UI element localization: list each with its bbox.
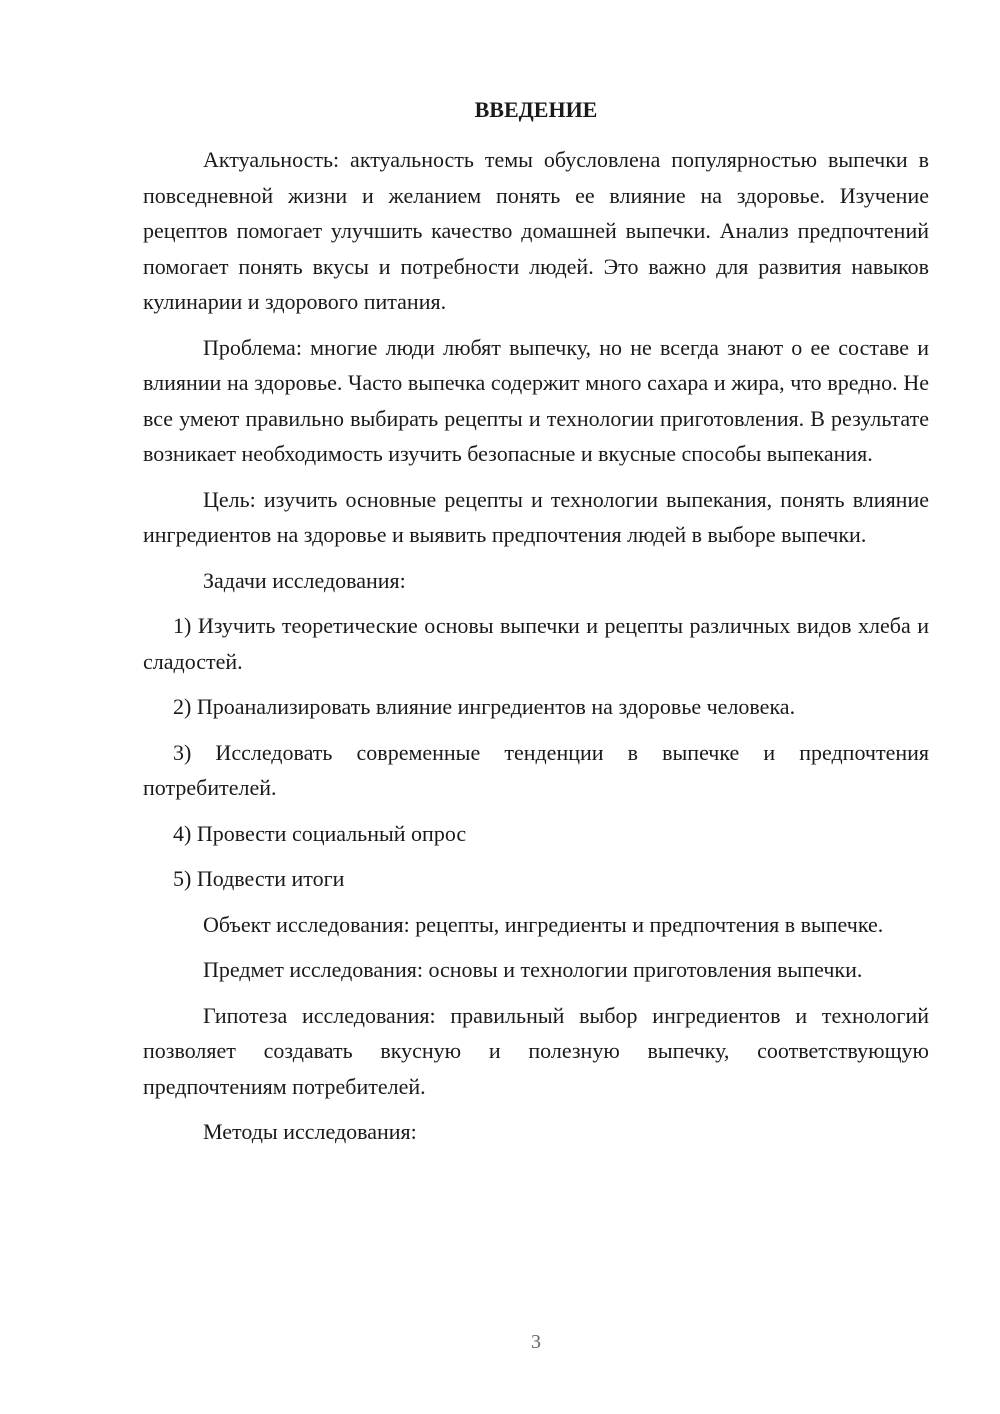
task-item-2: 2) Проанализировать влияние ингредиентов на здоровье человека. — [173, 694, 796, 719]
page-title: ВВЕДЕНИЕ — [474, 97, 598, 122]
problem-paragraph: Проблема: многие люди любят выпечку, но не всегда знают о ее составе и влиянии на здоровье. Часто выпечка содержит много сахара и жира, что вредно. Не все умеют правильно выбирать рецепты и технологии приготовления. В результате возникает необходимость изучить безопасные и вкусные способы выпекания. — [143, 334, 929, 466]
tasks-heading: Задачи исследования: — [203, 567, 406, 593]
task-item-4: 4) Провести социальный опрос — [173, 820, 467, 846]
relevance-paragraph: Актуальность: актуальность темы обусловлена популярностью выпечки в повседневной жизни и желанием понять ее влияние на здоровье. Изучение рецептов помогает улучшить качество домашней выпечки. Анализ предпочтений помогает понять вкусы и потребности людей. Это важно для развития навыков кулинарии и здорового питания. — [143, 147, 929, 314]
subject-paragraph: Предмет исследования: основы и технологии приготовления выпечки. — [203, 957, 863, 982]
object-paragraph: Объект исследования: рецепты, ингредиенты и предпочтения в выпечке. — [203, 911, 884, 937]
methods-heading: Методы исследования: — [203, 1119, 417, 1144]
task-item-3: 3) Исследовать современные тенденции в выпечке и предпочтения потребителей. — [143, 739, 929, 800]
task-item-5: 5) Подвести итоги — [173, 866, 345, 891]
hypothesis-paragraph: Гипотеза исследования: правильный выбор ингредиентов и технологий позволяет создавать вкусную и полезную выпечку, соответствующую предпочтениям потребителей. — [143, 1002, 929, 1099]
goal-paragraph: Цель: изучить основные рецепты и технологии выпекания, понять влияние ингредиентов на здоровье и выявить предпочтения людей в выборе выпечки. — [143, 486, 929, 547]
page-number: 3 — [531, 1331, 541, 1353]
document-body — [143, 88, 929, 1160]
task-item-1: 1) Изучить теоретические основы выпечки и рецепты различных видов хлеба и сладостей. — [143, 613, 929, 674]
